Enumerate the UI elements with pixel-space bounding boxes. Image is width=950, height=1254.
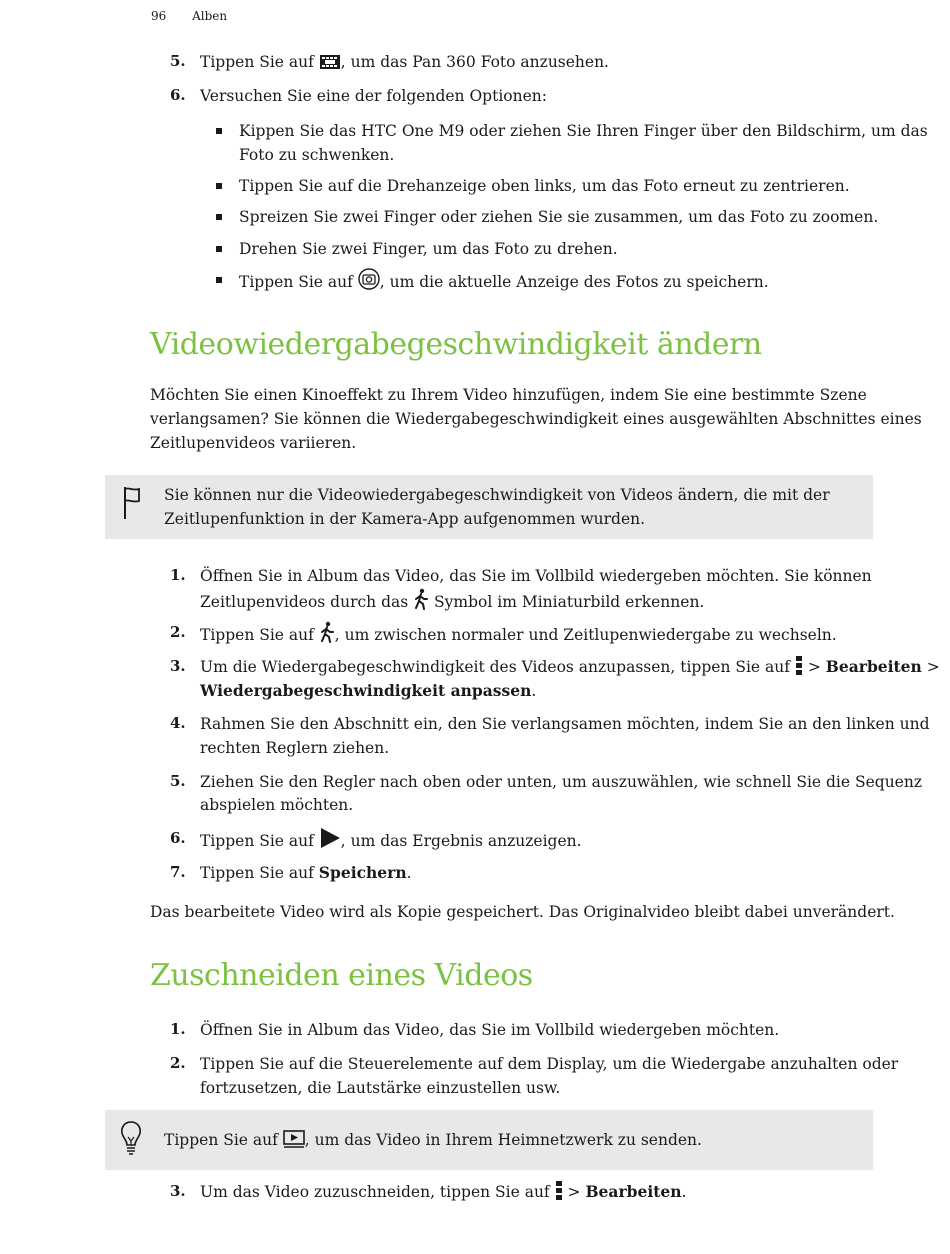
step-text: Versuchen Sie eine der folgenden Optionen: xyxy=(200,87,547,105)
page-header xyxy=(151,9,227,23)
step-text: Tippen Sie auf , um zwischen normaler und Zeitlupenwiedergabe zu wechseln. xyxy=(200,621,837,650)
bullet-text: Drehen Sie zwei Finger, um das Foto zu drehen. xyxy=(239,240,618,258)
chapter-title: Alben xyxy=(192,9,228,23)
paragraph-line: Möchten Sie einen Kinoeffekt zu Ihrem Video hinzufügen, indem Sie eine bestimmte Szene xyxy=(150,386,867,404)
step-text: fortzusetzen, die Lautstärke einzustellen usw. xyxy=(200,1079,561,1097)
bullet-marker xyxy=(216,246,222,252)
cast-screen-icon xyxy=(283,1130,305,1155)
step-text: Ziehen Sie den Regler nach oben oder unten, um auszuwählen, wie schnell Sie die Sequenz xyxy=(200,773,922,791)
step-number: 7. xyxy=(170,863,186,881)
step-text: Zeitlupenvideos durch das Symbol im Miniaturbild erkennen. xyxy=(200,588,704,617)
section-heading: Videowiedergabegeschwindigkeit ändern xyxy=(150,327,762,362)
step-number: 6. xyxy=(170,86,186,104)
step-text: Öffnen Sie in Album das Video, das Sie im Vollbild wiedergeben möchten. xyxy=(200,1021,780,1039)
step-text: Um das Video zuzuschneiden, tippen Sie auf > Bearbeiten. xyxy=(200,1180,686,1207)
camera-snapshot-icon xyxy=(358,268,380,297)
bullet-marker xyxy=(216,277,222,283)
note-text: Sie können nur die Videowiedergabegeschwindigkeit von Videos ändern, die mit der xyxy=(164,486,830,504)
step-number: 5. xyxy=(170,772,186,790)
step-text: rechten Reglern ziehen. xyxy=(200,739,390,757)
step-number: 1. xyxy=(170,1020,186,1038)
note-text: Zeitlupenfunktion in der Kamera-App aufgenommen wurden. xyxy=(164,510,646,528)
bullet-text: Kippen Sie das HTC One M9 oder ziehen Sie Ihren Finger über den Bildschirm, um das xyxy=(239,122,928,140)
bullet-marker xyxy=(216,214,222,220)
step-text: Tippen Sie auf die Steuerelemente auf dem Display, um die Wiedergabe anzuhalten oder xyxy=(200,1055,899,1073)
menu-dots-icon xyxy=(795,655,803,682)
step-text: abspielen möchten. xyxy=(200,796,354,814)
step-text: Um die Wiedergabegeschwindigkeit des Videos anzupassen, tippen Sie auf > Bearbeiten > xyxy=(200,655,940,682)
step-number: 2. xyxy=(170,1054,186,1072)
bullet-text: Tippen Sie auf die Drehanzeige oben links, um das Foto erneut zu zentrieren. xyxy=(239,177,850,195)
step-number: 2. xyxy=(170,623,186,641)
page-number: 96 xyxy=(151,9,167,23)
slowmotion-walker-icon xyxy=(319,621,335,650)
paragraph-line: Das bearbeitete Video wird als Kopie gespeichert. Das Originalvideo bleibt dabei unverändert. xyxy=(150,903,895,921)
bullet-text: Tippen Sie auf , um die aktuelle Anzeige des Fotos zu speichern. xyxy=(239,268,769,297)
bullet-marker xyxy=(216,183,222,189)
step-text: Wiedergabegeschwindigkeit anpassen. xyxy=(200,681,537,700)
step-text: Tippen Sie auf , um das Ergebnis anzuzeigen. xyxy=(200,827,582,856)
step-text: Rahmen Sie den Abschnitt ein, den Sie verlangsamen möchten, indem Sie an den linken und xyxy=(200,715,930,733)
step-number: 3. xyxy=(170,657,186,675)
menu-dots-icon xyxy=(555,1180,563,1207)
slowmotion-walker-icon xyxy=(413,588,429,617)
paragraph-line: Zeitlupenvideos variieren. xyxy=(150,434,357,452)
tip-box xyxy=(105,1110,873,1170)
note-box xyxy=(105,475,873,539)
bullet-text: Spreizen Sie zwei Finger oder ziehen Sie sie zusammen, um das Foto zu zoomen. xyxy=(239,208,879,226)
step-number: 1. xyxy=(170,566,186,584)
section-heading: Zuschneiden eines Videos xyxy=(150,958,533,993)
paragraph-line: verlangsamen? Sie können die Wiedergabegeschwindigkeit eines ausgewählten Abschnittes eines xyxy=(150,410,922,428)
step-text: Tippen Sie auf , um das Pan 360 Foto anzusehen. xyxy=(200,50,609,77)
step-text: Tippen Sie auf Speichern. xyxy=(200,863,412,882)
tip-text: Tippen Sie auf , um das Video in Ihrem Heimnetzwerk zu senden. xyxy=(164,1128,702,1155)
lightbulb-tip-icon xyxy=(119,1120,143,1162)
bullet-marker xyxy=(216,128,222,134)
step-number: 3. xyxy=(170,1182,186,1200)
bullet-text: Foto zu schwenken. xyxy=(239,146,395,164)
flag-note-icon xyxy=(121,485,143,525)
step-number: 4. xyxy=(170,714,186,732)
play-icon xyxy=(319,827,341,856)
step-number: 5. xyxy=(170,52,186,70)
step-text: Öffnen Sie in Album das Video, das Sie im Vollbild wiedergeben möchten. Sie können xyxy=(200,567,872,585)
step-number: 6. xyxy=(170,829,186,847)
pan360-icon xyxy=(319,53,341,77)
